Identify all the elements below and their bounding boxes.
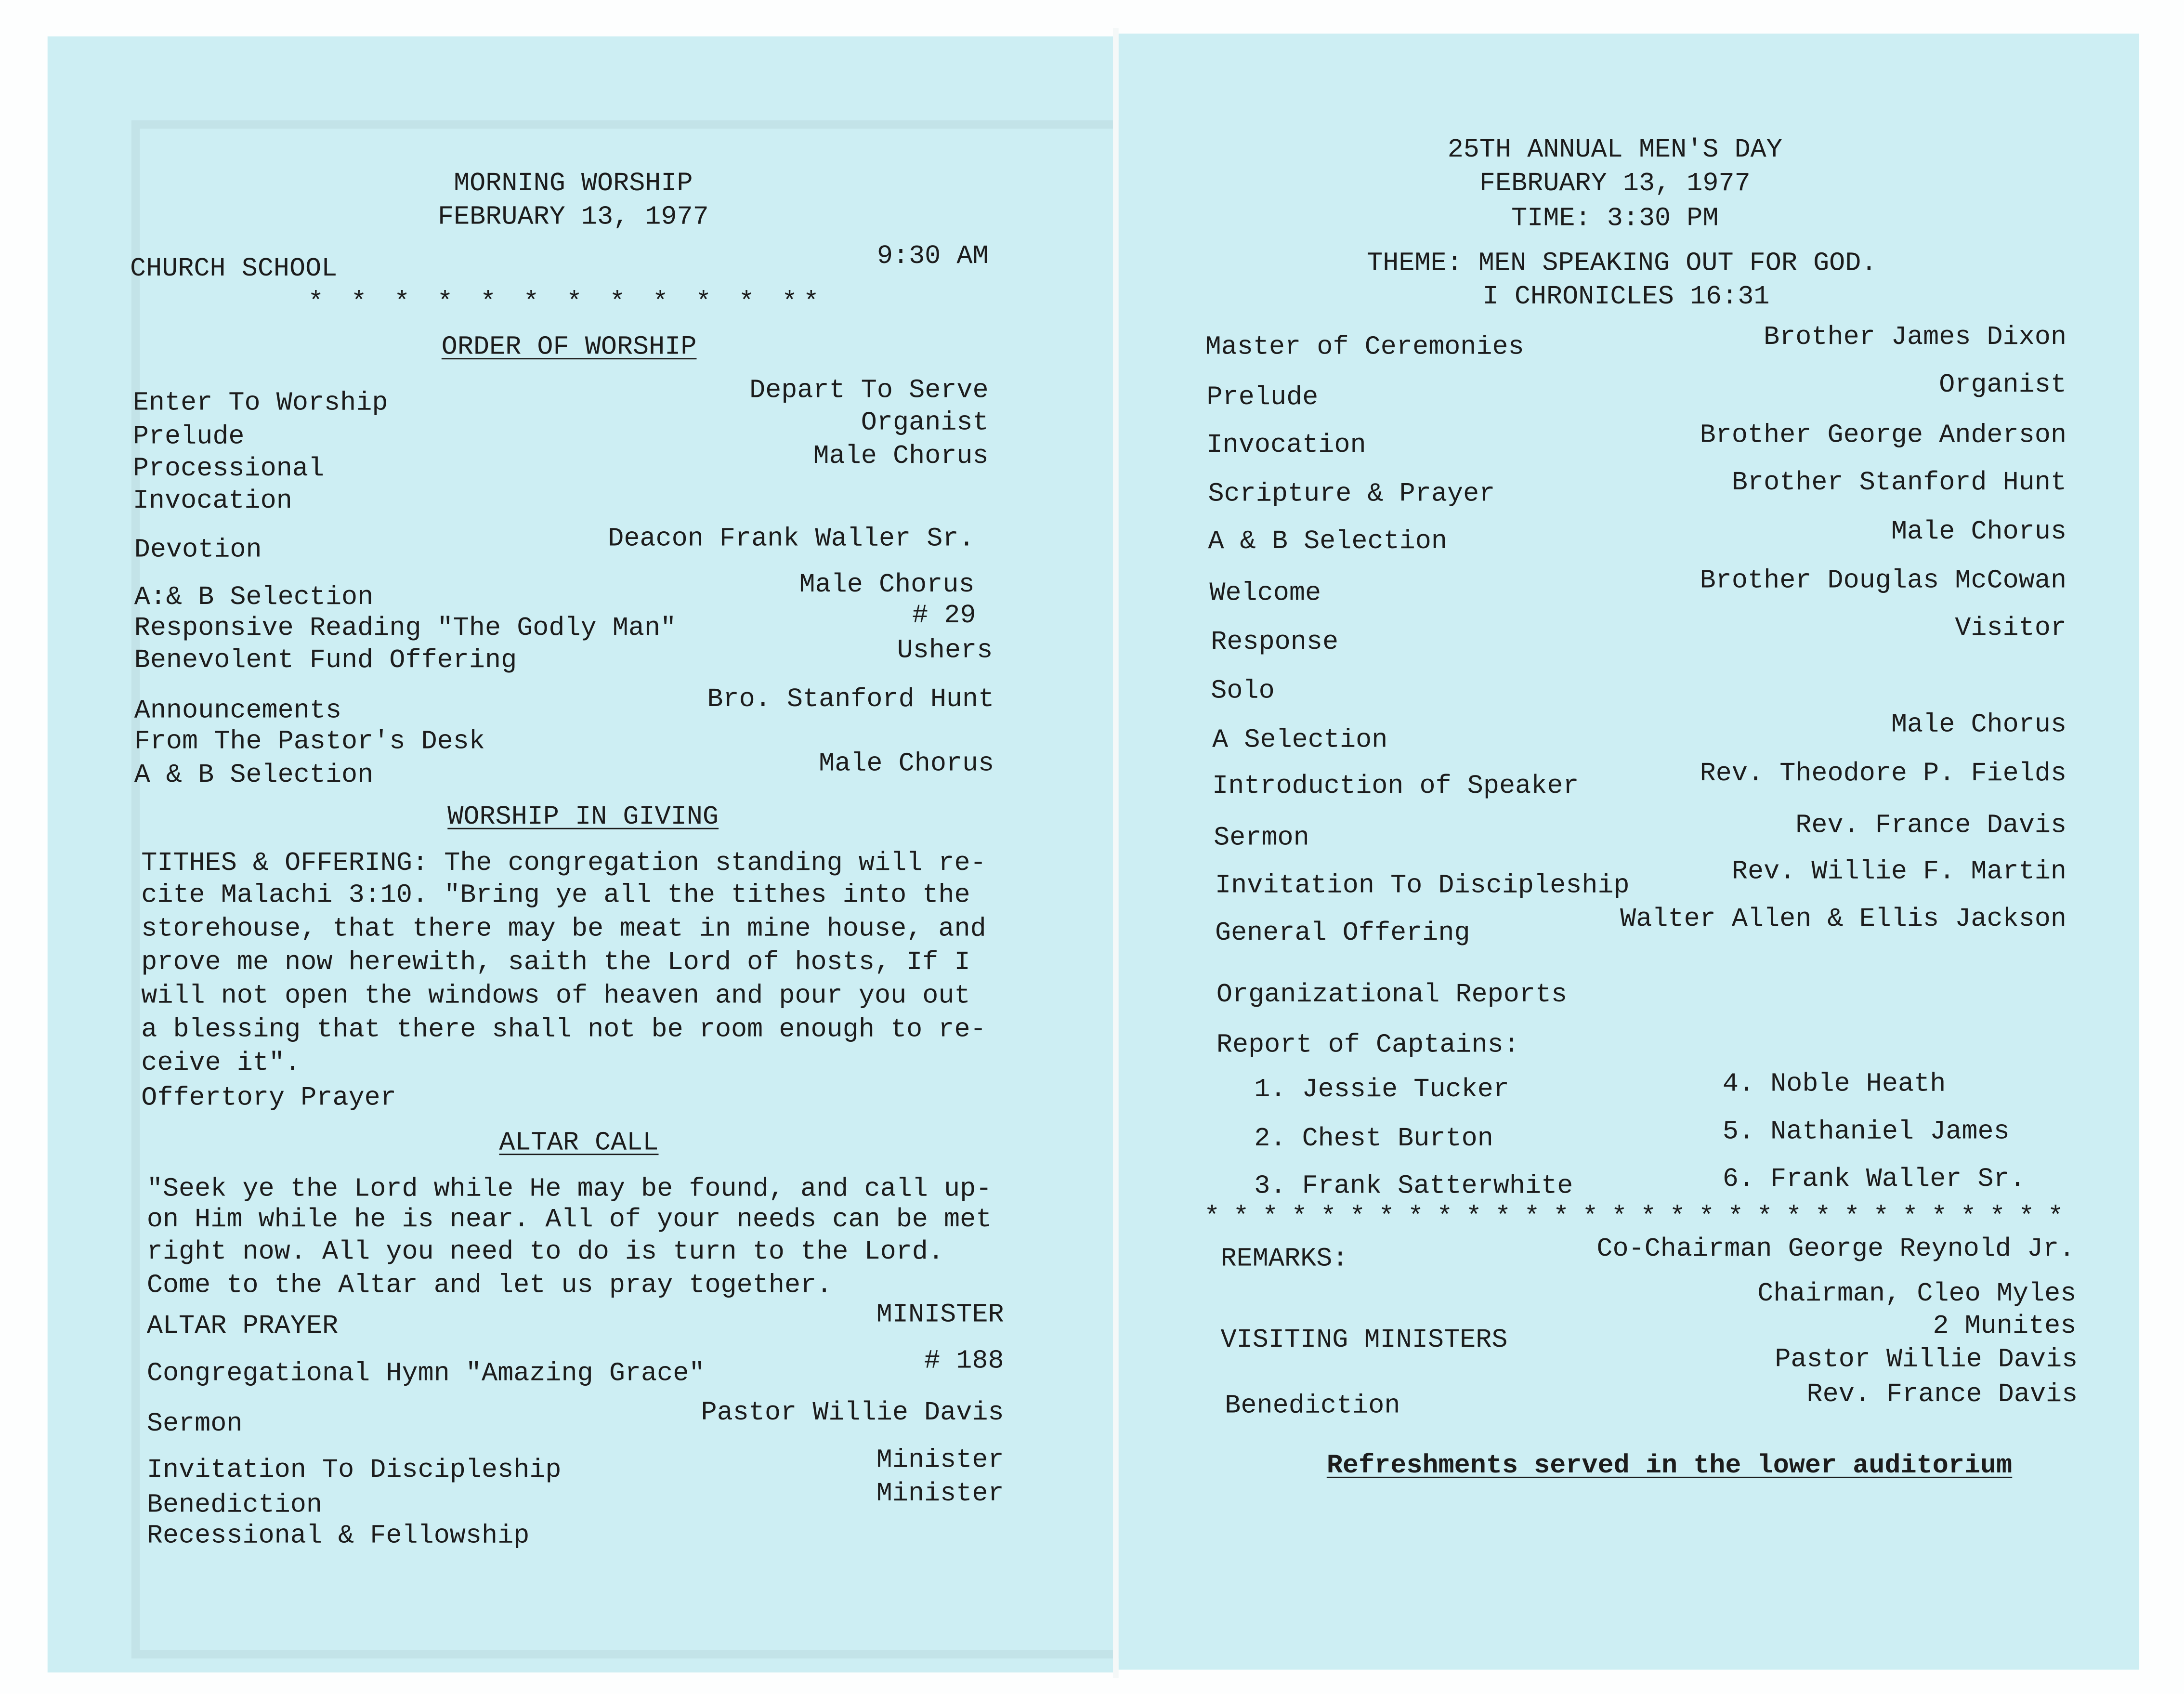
program-item-leader: Brother George Anderson bbox=[1700, 419, 2067, 450]
mens-day-time: TIME: 3:30 PM bbox=[1511, 202, 1719, 234]
closing-item: Congregational Hymn "Amazing Grace" bbox=[146, 1358, 705, 1389]
program-item-leader: Brother Stanford Hunt bbox=[1731, 467, 2067, 498]
order-item: Prelude bbox=[132, 420, 245, 452]
closing-item-leader: Pastor Willie Davis bbox=[701, 1397, 1004, 1428]
captain-name: 5. Nathaniel James bbox=[1722, 1116, 2010, 1147]
altar-text-line: "Seek ye the Lord while He may be found, and call up- bbox=[146, 1173, 992, 1204]
remarks-speaker: Chairman, Cleo Myles bbox=[1757, 1278, 2077, 1309]
visiting-ministers-label: VISITING MINISTERS bbox=[1220, 1324, 1508, 1355]
order-item: A:& B Selection bbox=[134, 581, 374, 613]
order-item: Processional bbox=[132, 453, 325, 484]
program-item-leader: Male Chorus bbox=[1891, 516, 2067, 547]
order-of-worship-heading: ORDER OF WORSHIP bbox=[441, 331, 697, 362]
program-item-leader: Brother James Dixon bbox=[1764, 321, 2067, 353]
program-item-leader: Rev. France Davis bbox=[1795, 810, 2067, 840]
program-item: Invitation To Discipleship bbox=[1215, 869, 1630, 901]
closing-item-leader: Minister bbox=[876, 1444, 1004, 1475]
program-item: Introduction of Speaker bbox=[1212, 770, 1579, 801]
program-item: Welcome bbox=[1209, 578, 1321, 608]
closing-item: Invitation To Discipleship bbox=[146, 1454, 562, 1485]
service-date: FEBRUARY 13, 1977 bbox=[437, 201, 709, 232]
remarks-label: REMARKS: bbox=[1220, 1243, 1348, 1274]
captain-name: 3. Frank Satterwhite bbox=[1254, 1170, 1573, 1201]
program-item: General Offering bbox=[1215, 917, 1470, 948]
program-item-leader: Rev. Theodore P. Fields bbox=[1700, 758, 2067, 789]
mens-day-date: FEBRUARY 13, 1977 bbox=[1479, 168, 1751, 199]
center-fold bbox=[1113, 28, 1119, 1678]
program-item-leader: Male Chorus bbox=[1891, 709, 2067, 740]
order-item-leader: Male Chorus bbox=[799, 569, 975, 600]
closing-item-leader: MINISTER bbox=[876, 1299, 1004, 1330]
remarks-duration: 2 Munites bbox=[1933, 1310, 2077, 1341]
benediction-label: Benediction bbox=[1225, 1390, 1400, 1421]
captain-name: 4. Noble Heath bbox=[1722, 1068, 1946, 1099]
giving-text-line: will not open the windows of heaven and pour you out bbox=[141, 980, 970, 1011]
order-item: Enter To Worship bbox=[132, 387, 388, 419]
order-item: A & B Selection bbox=[134, 759, 374, 790]
closing-item: ALTAR PRAYER bbox=[146, 1310, 339, 1341]
refreshments-note: Refreshments served in the lower auditorium bbox=[1326, 1450, 2013, 1481]
altar-text-line: right now. All you need to do is turn to the Lord. bbox=[146, 1236, 944, 1267]
giving-text-line: ceive it". bbox=[141, 1047, 301, 1078]
program-item: A & B Selection bbox=[1208, 525, 1448, 557]
program-item: Master of Ceremonies bbox=[1205, 331, 1524, 362]
giving-text-line: storehouse, that there may be meat in mine house, and bbox=[141, 913, 986, 944]
closing-item: Benediction bbox=[146, 1489, 322, 1520]
order-item-leader: Male Chorus bbox=[813, 440, 989, 472]
closing-item: Recessional & Fellowship bbox=[146, 1520, 530, 1551]
mens-day-title: 25TH ANNUAL MEN'S DAY bbox=[1447, 134, 1782, 165]
giving-text-line: prove me now herewith, saith the Lord of hosts, If I bbox=[141, 946, 970, 978]
order-item: Devotion bbox=[134, 534, 262, 565]
order-item-leader: Deacon Frank Waller Sr. bbox=[608, 523, 975, 554]
order-item-leader: Depart To Serve bbox=[749, 375, 989, 406]
captains-label: Report of Captains: bbox=[1216, 1029, 1519, 1060]
order-item-leader: Organist bbox=[861, 407, 989, 438]
program-item: Prelude bbox=[1206, 381, 1319, 413]
closing-item: Sermon bbox=[146, 1408, 243, 1439]
order-item: From The Pastor's Desk bbox=[134, 725, 485, 757]
theme-line: THEME: MEN SPEAKING OUT FOR GOD. bbox=[1367, 247, 1877, 278]
organizational-reports: Organizational Reports bbox=[1216, 979, 1568, 1010]
closing-item-leader: Minister bbox=[876, 1478, 1004, 1509]
remarks-speaker: Co-Chairman George Reynold Jr. bbox=[1596, 1233, 2075, 1264]
program-item-leader: Brother Douglas McCowan bbox=[1700, 565, 2067, 596]
program-item: A Selection bbox=[1212, 724, 1388, 755]
order-item: Invocation bbox=[132, 485, 292, 516]
program-item: Scripture & Prayer bbox=[1208, 478, 1495, 509]
program-item-leader: Rev. Willie F. Martin bbox=[1731, 855, 2067, 887]
star-divider-right: * * * * * * * * * * * * * * * * * * * * * * * * * * * * * * bbox=[1204, 1201, 2062, 1232]
scripture-reference: I CHRONICLES 16:31 bbox=[1482, 281, 1770, 312]
captain-name: 6. Frank Waller Sr. bbox=[1722, 1163, 2026, 1195]
captain-name: 1. Jessie Tucker bbox=[1254, 1074, 1509, 1105]
benediction-leader: Rev. France Davis bbox=[1806, 1379, 2078, 1410]
order-item: Responsive Reading "The Godly Man" bbox=[134, 612, 677, 643]
order-item-leader: Ushers bbox=[897, 635, 993, 666]
altar-text-line: Come to the Altar and let us pray together. bbox=[146, 1270, 833, 1301]
program-item: Invocation bbox=[1206, 429, 1366, 460]
giving-text-line: Offertory Prayer bbox=[141, 1082, 396, 1114]
program-item: Solo bbox=[1211, 675, 1275, 707]
giving-text-line: a blessing that there shall not be room enough to re- bbox=[141, 1013, 986, 1045]
program-item: Response bbox=[1211, 626, 1339, 657]
altar-call-heading: ALTAR CALL bbox=[499, 1127, 659, 1158]
program-item-leader: Visitor bbox=[1955, 612, 2067, 643]
church-school-label: CHURCH SCHOOL bbox=[130, 253, 338, 284]
church-school-time: 9:30 AM bbox=[876, 240, 989, 272]
order-item-leader: Male Chorus bbox=[819, 748, 994, 779]
captain-name: 2. Chest Burton bbox=[1254, 1123, 1493, 1154]
order-item-leader: Bro. Stanford Hunt bbox=[707, 683, 994, 715]
order-item: Announcements bbox=[134, 695, 342, 726]
program-item-leader: Organist bbox=[1939, 369, 2067, 400]
program-item-leader: Walter Allen & Ellis Jackson bbox=[1620, 903, 2067, 934]
program-item: Sermon bbox=[1214, 822, 1309, 854]
giving-text-line: TITHES & OFFERING: The congregation standing will re- bbox=[141, 847, 986, 879]
altar-text-line: on Him while he is near. All of your needs can be met bbox=[146, 1204, 992, 1235]
closing-item-leader: # 188 bbox=[924, 1345, 1004, 1376]
page-title: MORNING WORSHIP bbox=[454, 168, 693, 199]
giving-text-line: cite Malachi 3:10. "Bring ye all the tithes into the bbox=[141, 880, 970, 911]
visiting-minister-name: Pastor Willie Davis bbox=[1775, 1344, 2078, 1375]
star-divider: * * * * * * * * * * * ** bbox=[308, 287, 825, 318]
order-item-leader: # 29 bbox=[912, 600, 976, 631]
worship-in-giving-heading: WORSHIP IN GIVING bbox=[447, 801, 719, 832]
order-item: Benevolent Fund Offering bbox=[134, 644, 517, 676]
